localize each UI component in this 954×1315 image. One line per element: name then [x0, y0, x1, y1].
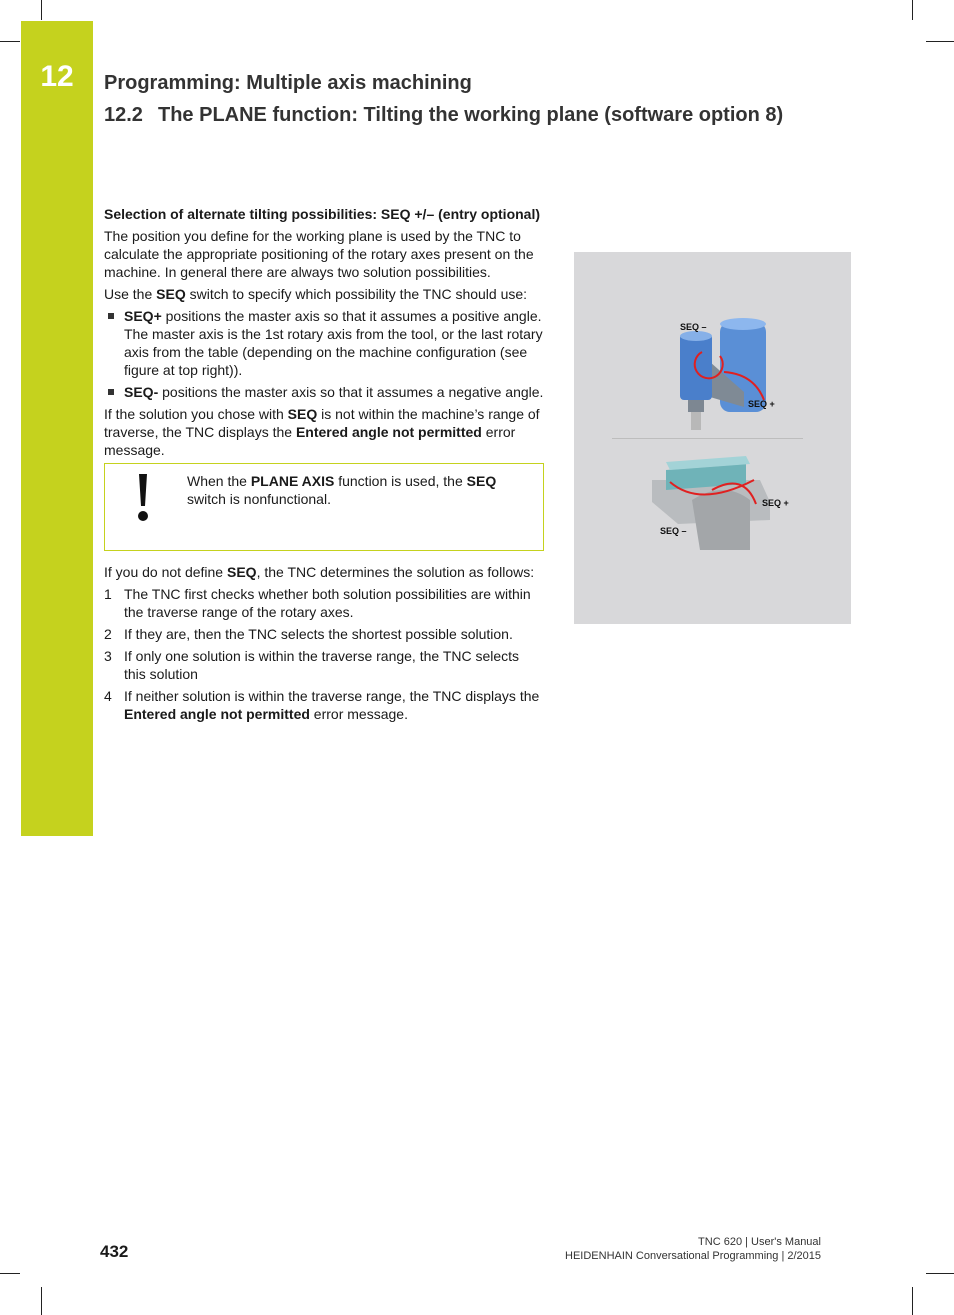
head-column-top — [720, 318, 766, 330]
label-seq-minus-top: SEQ – — [680, 322, 707, 332]
crop-mark — [41, 1287, 42, 1315]
list-item: 3 If only one solution is within the traverse range, the TNC selects this solution — [104, 648, 520, 682]
label-seq-plus-top: SEQ + — [748, 399, 775, 409]
list-item: 4 If neither solution is within the traverse range, the TNC displays the Entered angle not permitted error message. — [104, 688, 540, 722]
paragraph: The position you define for the working plane is used by the TNC to calculate the appropriate positioning of the rotary axes present on the machine. In general there are always two solution possibilities. — [104, 228, 534, 280]
page-footer — [565, 1235, 821, 1263]
footer-line2: HEIDENHAIN Conversational Programming | 2/2015 — [565, 1250, 821, 1262]
list-item: 2 If they are, then the TNC selects the shortest possible solution. — [104, 626, 513, 642]
exclamation-icon — [135, 474, 151, 522]
label-seq-plus-bottom: SEQ + — [762, 498, 789, 508]
paragraph: Use the SEQ switch to specify which possibility the TNC should use: — [104, 286, 528, 302]
crop-mark — [41, 0, 42, 20]
section-title — [104, 104, 783, 127]
section-number: 12.2 — [104, 104, 143, 126]
trunnion-support — [692, 490, 750, 550]
page-number: 432 — [100, 1242, 129, 1261]
numbered-list — [104, 585, 544, 723]
crop-mark — [0, 1273, 20, 1274]
label-seq-minus-bottom: SEQ – — [660, 526, 687, 536]
chapter-title: Programming: Multiple axis machining — [104, 72, 472, 94]
chapter-sidebar — [21, 21, 93, 836]
crop-mark — [0, 41, 20, 42]
list-item: 1 The TNC first checks whether both solution possibilities are within the traverse range of the rotary axes. — [104, 586, 531, 620]
section-title-text: The PLANE function: Tilting the working plane (software option 8) — [158, 104, 784, 126]
spindle-head-top — [680, 331, 712, 341]
main-content — [104, 206, 544, 727]
bullet-item: SEQ+ positions the master axis so that it assumes a positive angle. The master axis is the 1st rotary axis from the tool, or the last rotary axis from the table (depending on the machine configuration (see figure at top right)). — [104, 307, 544, 379]
note-text: When the PLANE AXIS function is used, the SEQ switch is nonfunctional. — [187, 473, 497, 507]
tool — [691, 412, 701, 430]
crop-mark — [912, 1287, 913, 1315]
spindle-head — [680, 334, 712, 400]
paragraph: If you do not define SEQ, the TNC determines the solution as follows: — [104, 564, 535, 580]
crop-mark — [926, 1273, 954, 1274]
chapter-number: 12 — [40, 60, 74, 93]
footer-line1: TNC 620 | User's Manual — [698, 1236, 821, 1248]
crop-mark — [912, 0, 913, 20]
bullet-item: SEQ- positions the master axis so that it assumes a negative angle. — [104, 383, 544, 401]
figure-divider — [612, 438, 803, 439]
section-heading: Selection of alternate tilting possibilities: SEQ +/– (entry optional) — [104, 206, 541, 222]
note-box — [104, 463, 544, 551]
crop-mark — [926, 41, 954, 42]
paragraph: If the solution you chose with SEQ is not within the machine’s range of traverse, the TNC displays the Entered angle not permitted error message. — [104, 406, 540, 458]
spindle — [688, 400, 704, 412]
